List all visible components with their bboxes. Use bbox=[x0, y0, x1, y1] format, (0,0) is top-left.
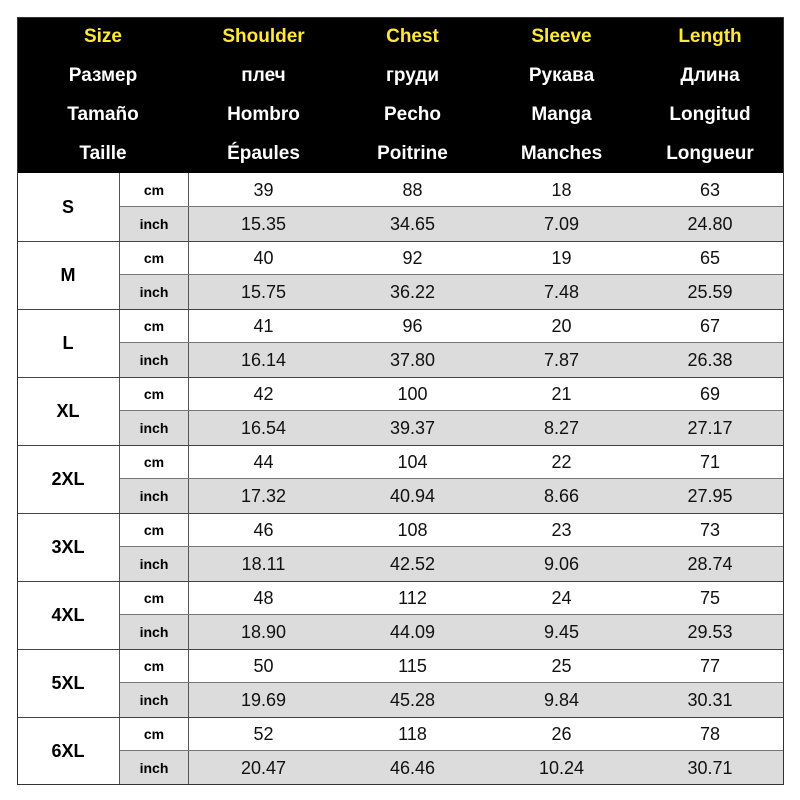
length-value: 69 bbox=[699, 384, 721, 404]
size-group bbox=[17, 445, 784, 513]
header-col-sleeve bbox=[487, 17, 636, 173]
shoulder-value: 41 bbox=[253, 316, 274, 336]
sleeve-value: 26 bbox=[551, 724, 572, 744]
shoulder-value: 50 bbox=[253, 656, 274, 676]
header-size-en: Size bbox=[83, 26, 123, 47]
sleeve-value: 9.84 bbox=[543, 690, 580, 710]
group-divider bbox=[17, 377, 784, 378]
size-label: S bbox=[17, 173, 120, 241]
table-row-cm bbox=[120, 649, 784, 683]
header-length-fr: Longueur bbox=[666, 143, 754, 164]
chest-value: 112 bbox=[398, 588, 427, 608]
sleeve-value: 9.45 bbox=[543, 622, 580, 642]
shoulder-value: 19.69 bbox=[240, 690, 287, 710]
size-group bbox=[17, 241, 784, 309]
size-label: 6XL bbox=[17, 717, 120, 785]
length-value: 24.80 bbox=[687, 214, 733, 234]
shoulder-value: 40 bbox=[253, 248, 274, 268]
length-value: 77 bbox=[699, 656, 721, 676]
shoulder-value: 20.47 bbox=[240, 758, 287, 778]
header-chest-ru: груди bbox=[385, 65, 440, 86]
unit-label: inch bbox=[120, 683, 189, 717]
chest-value: 96 bbox=[402, 316, 423, 336]
table-row-inch bbox=[120, 343, 784, 377]
sleeve-value: 9.06 bbox=[543, 554, 580, 574]
header-shoulder-fr: Épaules bbox=[227, 143, 300, 164]
unit-label: cm bbox=[120, 309, 189, 343]
size-group bbox=[17, 581, 784, 649]
header-size-fr: Taille bbox=[79, 143, 127, 164]
unit-label: cm bbox=[120, 173, 189, 207]
length-value: 26.38 bbox=[687, 350, 733, 370]
chest-value: 37.80 bbox=[389, 350, 436, 370]
size-label: 3XL bbox=[17, 513, 120, 581]
size-group bbox=[17, 717, 784, 785]
row-divider bbox=[120, 274, 784, 275]
header-chest-fr: Poitrine bbox=[377, 143, 448, 164]
table-row-cm bbox=[120, 445, 784, 479]
chest-value: 34.65 bbox=[389, 214, 436, 234]
shoulder-value: 46 bbox=[253, 520, 274, 540]
group-divider bbox=[17, 309, 784, 310]
chest-value: 36.22 bbox=[389, 282, 436, 302]
size-chart-header bbox=[17, 17, 784, 173]
unit-label: cm bbox=[120, 581, 189, 615]
group-divider bbox=[17, 241, 784, 242]
table-row-inch bbox=[120, 479, 784, 513]
sleeve-value: 25 bbox=[551, 656, 572, 676]
header-chest-es: Pecho bbox=[383, 104, 442, 125]
table-row-cm bbox=[120, 581, 784, 615]
unit-label: cm bbox=[120, 513, 189, 547]
header-chest-en: Chest bbox=[386, 26, 439, 47]
length-value: 27.17 bbox=[687, 418, 733, 438]
row-divider bbox=[120, 750, 784, 751]
length-value: 63 bbox=[699, 180, 721, 200]
sleeve-value: 24 bbox=[551, 588, 572, 608]
header-size-ru: Размер bbox=[68, 65, 138, 86]
chest-value: 100 bbox=[397, 384, 428, 404]
unit-label: inch bbox=[120, 275, 189, 309]
row-divider bbox=[120, 342, 784, 343]
table-row-cm bbox=[120, 173, 784, 207]
table-row-cm bbox=[120, 717, 784, 751]
sleeve-value: 20 bbox=[551, 316, 572, 336]
chest-value: 115 bbox=[398, 656, 427, 676]
table-row-cm bbox=[120, 377, 784, 411]
sleeve-value: 7.87 bbox=[543, 350, 580, 370]
length-value: 73 bbox=[699, 520, 721, 540]
size-label: 2XL bbox=[17, 445, 120, 513]
unit-label: inch bbox=[120, 207, 189, 241]
table-row-cm bbox=[120, 241, 784, 275]
table-row-inch bbox=[120, 683, 784, 717]
unit-label: cm bbox=[120, 649, 189, 683]
size-group bbox=[17, 649, 784, 717]
row-divider bbox=[120, 546, 784, 547]
size-group bbox=[17, 513, 784, 581]
shoulder-value: 16.54 bbox=[240, 418, 287, 438]
table-row-cm bbox=[120, 513, 784, 547]
length-value: 29.53 bbox=[687, 622, 733, 642]
size-label: M bbox=[17, 241, 120, 309]
shoulder-value: 52 bbox=[253, 724, 274, 744]
sleeve-value: 8.66 bbox=[543, 486, 580, 506]
chest-value: 118 bbox=[398, 724, 427, 744]
table-row-inch bbox=[120, 275, 784, 309]
header-length-ru: Длина bbox=[680, 65, 740, 86]
length-value: 75 bbox=[699, 588, 721, 608]
shoulder-value: 17.32 bbox=[240, 486, 287, 506]
header-sleeve-en: Sleeve bbox=[531, 26, 592, 47]
size-label: L bbox=[17, 309, 120, 377]
unit-label: inch bbox=[120, 547, 189, 581]
sleeve-value: 18 bbox=[551, 180, 572, 200]
table-row-inch bbox=[120, 751, 784, 785]
unit-label: inch bbox=[120, 615, 189, 649]
size-group bbox=[17, 377, 784, 445]
size-label: XL bbox=[17, 377, 120, 445]
row-divider bbox=[120, 206, 784, 207]
chest-value: 88 bbox=[402, 180, 423, 200]
chest-value: 46.46 bbox=[389, 758, 436, 778]
header-col-length bbox=[636, 17, 784, 173]
chest-value: 39.37 bbox=[389, 418, 436, 438]
size-label: 4XL bbox=[17, 581, 120, 649]
length-value: 25.59 bbox=[687, 282, 733, 302]
row-divider bbox=[120, 614, 784, 615]
table-row-inch bbox=[120, 207, 784, 241]
header-col-chest bbox=[338, 17, 487, 173]
unit-label: cm bbox=[120, 717, 189, 751]
header-sleeve-ru: Рукава bbox=[528, 65, 595, 86]
chest-value: 44.09 bbox=[389, 622, 436, 642]
sleeve-value: 23 bbox=[551, 520, 572, 540]
group-divider bbox=[17, 445, 784, 446]
group-divider bbox=[17, 581, 784, 582]
shoulder-value: 39 bbox=[253, 180, 274, 200]
unit-label: inch bbox=[120, 411, 189, 445]
sleeve-value: 22 bbox=[551, 452, 572, 472]
chest-value: 104 bbox=[397, 452, 428, 472]
table-row-cm bbox=[120, 309, 784, 343]
sleeve-value: 21 bbox=[551, 384, 572, 404]
row-divider bbox=[120, 682, 784, 683]
length-value: 71 bbox=[699, 452, 721, 472]
table-row-inch bbox=[120, 411, 784, 445]
length-value: 65 bbox=[699, 248, 721, 268]
length-value: 30.31 bbox=[687, 690, 733, 710]
row-divider bbox=[120, 478, 784, 479]
size-group bbox=[17, 309, 784, 377]
sleeve-value: 7.48 bbox=[543, 282, 580, 302]
chest-value: 40.94 bbox=[389, 486, 436, 506]
sleeve-value: 8.27 bbox=[543, 418, 580, 438]
shoulder-value: 42 bbox=[253, 384, 274, 404]
header-col-size bbox=[17, 17, 189, 173]
sleeve-value: 19 bbox=[551, 248, 572, 268]
header-shoulder-en: Shoulder bbox=[222, 26, 305, 47]
chest-value: 42.52 bbox=[389, 554, 436, 574]
unit-label: cm bbox=[120, 445, 189, 479]
length-value: 30.71 bbox=[687, 758, 733, 778]
group-divider bbox=[17, 513, 784, 514]
unit-label: inch bbox=[120, 479, 189, 513]
sleeve-value: 10.24 bbox=[538, 758, 585, 778]
header-sleeve-fr: Manches bbox=[520, 143, 603, 164]
shoulder-value: 16.14 bbox=[240, 350, 287, 370]
chest-value: 92 bbox=[402, 248, 423, 268]
table-row-inch bbox=[120, 547, 784, 581]
header-length-en: Length bbox=[678, 26, 742, 47]
group-divider bbox=[17, 649, 784, 650]
shoulder-value: 18.11 bbox=[241, 554, 286, 574]
shoulder-value: 18.90 bbox=[240, 622, 287, 642]
shoulder-value: 15.75 bbox=[240, 282, 287, 302]
size-chart-table bbox=[17, 173, 784, 785]
sleeve-value: 7.09 bbox=[543, 214, 580, 234]
chest-value: 45.28 bbox=[389, 690, 436, 710]
shoulder-value: 48 bbox=[253, 588, 274, 608]
header-col-shoulder bbox=[189, 17, 338, 173]
chest-value: 108 bbox=[397, 520, 428, 540]
unit-label: cm bbox=[120, 377, 189, 411]
header-sleeve-es: Manga bbox=[531, 104, 592, 125]
shoulder-value: 15.35 bbox=[240, 214, 287, 234]
header-shoulder-es: Hombro bbox=[227, 104, 300, 125]
size-group bbox=[17, 173, 784, 241]
header-length-es: Longitud bbox=[669, 104, 751, 125]
header-shoulder-ru: плеч bbox=[241, 65, 286, 86]
length-value: 67 bbox=[699, 316, 721, 336]
length-value: 27.95 bbox=[687, 486, 733, 506]
unit-label: cm bbox=[120, 241, 189, 275]
row-divider bbox=[120, 410, 784, 411]
length-value: 78 bbox=[699, 724, 721, 744]
table-row-inch bbox=[120, 615, 784, 649]
length-value: 28.74 bbox=[687, 554, 733, 574]
unit-label: inch bbox=[120, 751, 189, 785]
header-size-es: Tamaño bbox=[67, 104, 139, 125]
shoulder-value: 44 bbox=[253, 452, 274, 472]
unit-label: inch bbox=[120, 343, 189, 377]
group-divider bbox=[17, 717, 784, 718]
size-label: 5XL bbox=[17, 649, 120, 717]
